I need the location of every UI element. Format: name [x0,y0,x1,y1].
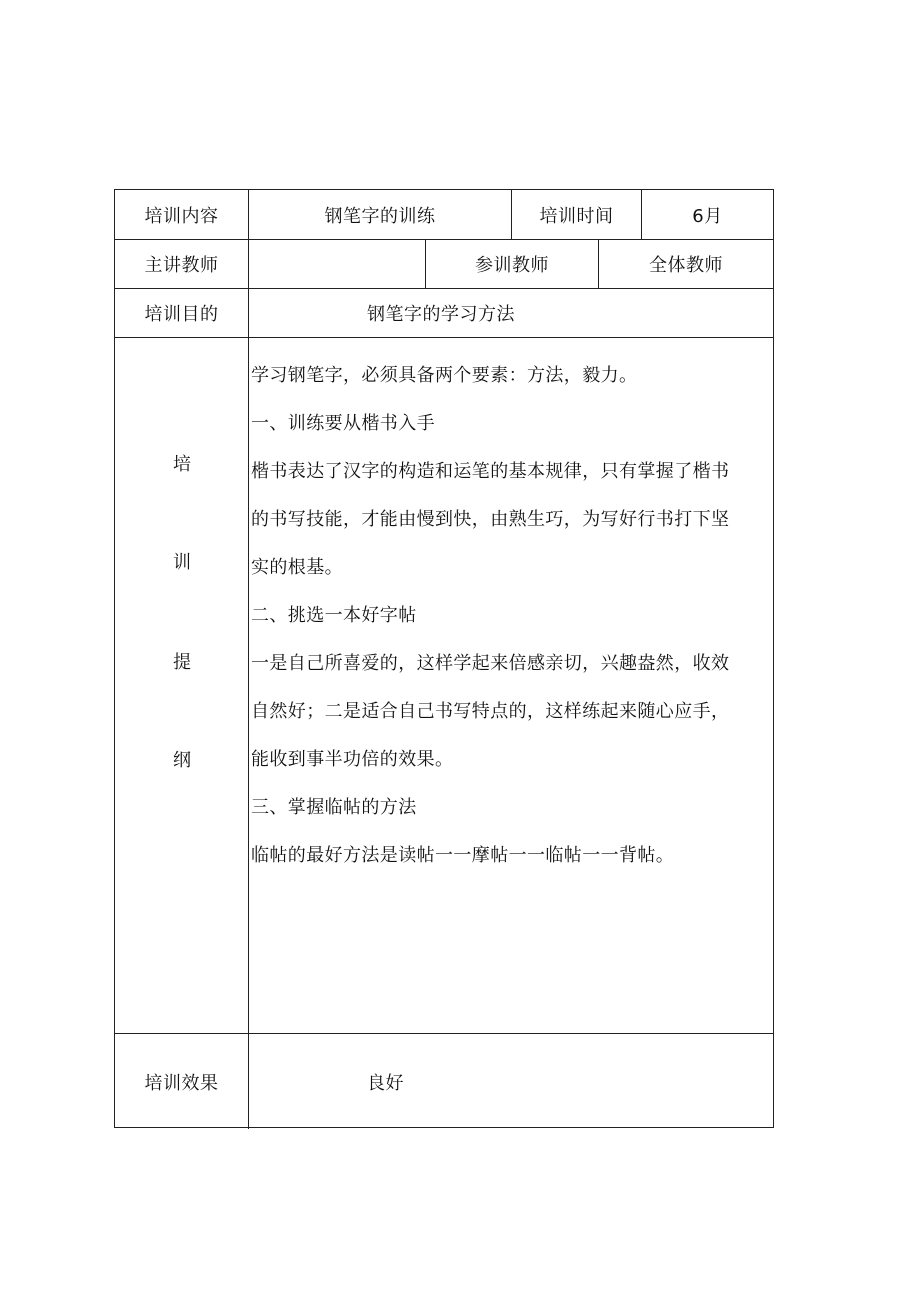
outline-heading: 二、挑选一本好字帖 [251,605,417,626]
outline-line: 自然好；二是适合自己书写特点的，这样练起来随心应手， [251,701,730,722]
purpose-label: 培训目的 [115,289,249,337]
outline-line: 临帖的最好方法是读帖一一摩帖一一临帖一一背帖。 [251,845,675,866]
outline-label-char: 培 [173,454,191,475]
row-content-time [115,190,773,240]
lecturer-label: 主讲教师 [115,240,249,288]
outline-line: 一是自己所喜爱的，这样学起来倍感亲切，兴趣盎然，收效 [251,653,730,674]
effect-value: 良好 [367,1072,404,1094]
training-record-table [114,189,774,1128]
time-value: 6月 [692,205,723,227]
row-purpose [115,289,773,338]
row-outline [115,338,773,1034]
outline-line: 楷书表达了汉字的构造和运笔的基本规律，只有掌握了楷书 [251,461,730,482]
row-effect [115,1034,773,1129]
outline-line: 能收到事半功倍的效果。 [251,749,454,770]
outline-line: 实的根基。 [251,557,343,578]
participants-label: 参训教师 [426,240,599,288]
effect-label: 培训效果 [115,1034,249,1129]
content-label: 培训内容 [115,190,249,239]
outline-label [115,338,249,1033]
outline-label-char: 纲 [173,750,191,771]
time-label: 培训时间 [512,190,642,239]
purpose-value: 钢笔字的学习方法 [367,304,515,325]
outline-label-char: 训 [173,552,191,573]
outline-heading: 一、训练要从楷书入手 [251,413,435,434]
lecturer-value [249,240,426,288]
outline-label-char: 提 [173,652,191,673]
participants-value: 全体教师 [649,255,723,276]
outline-line: 的书写技能，才能由慢到快，由熟生巧，为写好行书打下坚 [251,509,730,530]
outline-content [249,338,773,1033]
outline-heading: 三、掌握临帖的方法 [251,797,417,818]
outline-line: 学习钢笔字，必须具备两个要素：方法，毅力。 [251,365,638,386]
row-teachers [115,240,773,289]
content-value: 钢笔字的训练 [249,190,512,239]
